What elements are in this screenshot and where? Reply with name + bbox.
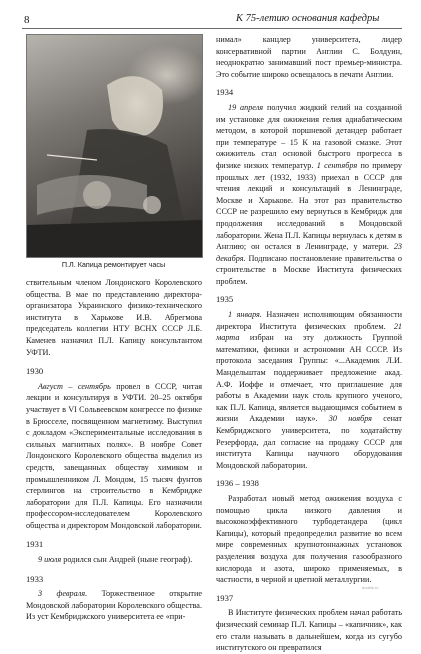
paragraph-1937: В Институте физических проблем начал работать физический семинар П.Л. Капицы – «капичник», как его стали называть в дальнейшем, когда из сугубо институтского он превратился (216, 608, 402, 653)
text-1934-a: получил жидкий гелий на созданной им установке для ожижения гелия адиабатическим методом, в которой поршневой детандер работает при температуре – 15 К на газовой смазке. Этот ожижитель стал основой быстрого прогресса в физике низких температур. (216, 102, 402, 170)
year-heading-1931: 1931 (26, 539, 44, 550)
paragraph-1931 (26, 554, 202, 566)
right-intro-paragraph: нимал» канцлер университета, лидер консервативной партии Англии С. Болдуин, неоднократно занимавший пост премьер-министра. Это событие широко освещалось в печати Англии. (216, 35, 402, 79)
paragraph-1936-1938: Разработал новый метод ожижения воздуха с помощью цикла низкого давления и высококоэффективного турбодетандера (цикл Капицы), который предопределил развитие во всем мире современных крупнотоннажных установок разделения воздуха для получения газообразного кислорода и азота, широко применяемых, в частности, в черной и цветной металлургии. (216, 493, 402, 585)
text-1935-c: сенат Кембриджского университета, по ходатайству Резерфорда, дал согласие на продажу СССР для института Капицы научного оборудования Мондовской лаборатории. (216, 414, 403, 470)
year-heading-1936-1938: 1936 – 1938 (216, 478, 259, 489)
photo-kapitsa-repairing-clock (26, 34, 203, 258)
left-intro-paragraph: ствительным членом Лондонского Королевского общества. В мае по представлению директора-организатора Украинского физико-технического института в Харькове И.В. Абрегмова председатель коллегии НТУ ВСНХ СССР Л.Б. Каменев назначил П.Л. Капицу консультантом УФТИ. (26, 278, 202, 357)
date-1931: 9 июля (38, 555, 62, 565)
photo-caption: П.Л. Капица ремонтирует часы (61, 260, 166, 269)
date-1930: Август – сентябрь (38, 381, 111, 391)
paragraph-1930 (26, 381, 202, 532)
paragraph-1933 (26, 588, 202, 623)
year-heading-1933: 1933 (26, 573, 44, 584)
paragraph-1935 (216, 309, 402, 471)
text-1930: провел в СССР, читая лекции и консультируя в УФТИ. 20–25 октября участвует в VI Сольвеевском конгрессе по физике в Брюсселе, посвященном магнетизму. Выступил с докладом «Экспериментальные исследования в сильных магнитных полях». В ноябре Совет Лондонского Королевского общества выделил из средств, завещанных обществу химиком и промышленником Л. Мондом, 15 тысяч фунтов стерлингов на строительство в Кембридже лаборатории для П.Л. Капицы. Его назначили профессором-исследователем Королевского общества и директором Мондовской лаборатории. (26, 381, 202, 530)
page-number: 8 (24, 14, 30, 26)
date-1935-a: 1 января. (228, 310, 262, 320)
paragraph-1934 (216, 102, 402, 288)
date-1935-b: 21 марта (216, 321, 402, 343)
text-1933: Торжественное открытие Мондовской лаборатории Королевского общества. Из уст Кембриджского университета ее «при- (26, 589, 202, 622)
year-heading-1930: 1930 (26, 366, 44, 377)
text-1934-b: по примеру прошлых лет (1932, 1933) приехал в СССР для чтения лекций и консультаций в Ленинграде, Москве и Харькове. На этот раз правительство СССР не разрешило ему вернуться в Кембридж для продолжения исследований в Мондовской лаборатории. Жена П.Л. Капицы вернулась к детям в Англию; он остался в Ленинграде, у матери. (216, 160, 403, 252)
date-1933: 3 февраля. (38, 589, 88, 599)
date-1935-c: 30 ноября (328, 414, 372, 424)
date-1934-c: 23 декабря. (216, 242, 402, 263)
text-1935-b: избран на эту должность Группой математики, физики и астрономии АН СССР. Из протокола заседания Группы: «...Академик Л.И. Мандельштам поддерживает предложение акад. А.Ф. Иоффе и отмечает, что приглашение для работы в Академии наук столь крупного ученого, как П.Л. Капица, является выдающимся событием в жизни Академии наук». (216, 333, 402, 424)
left-column (26, 277, 202, 623)
right-column (216, 34, 402, 654)
date-1934-b: 1 сентября (316, 160, 358, 170)
page-header (0, 0, 421, 30)
header-rule (22, 28, 402, 29)
text-1931: родился сын Андрей (ныне географ). (61, 555, 193, 565)
text-1935-a: Назначен исполняющим обязанности директора Института физических проблем. (216, 310, 402, 331)
footer-watermark: bookfs.ru (362, 585, 379, 590)
running-title: К 75-летию основания кафедры (236, 13, 380, 24)
date-1934-a: 19 апреля (228, 102, 264, 112)
year-heading-1937: 1937 (216, 592, 234, 603)
year-heading-1935: 1935 (216, 294, 234, 305)
photo-illustration (27, 35, 202, 257)
year-heading-1934: 1934 (216, 87, 234, 98)
text-1934-c: Подписано постановление правительства о строительстве в Москве Института физических проблем. (216, 253, 402, 286)
